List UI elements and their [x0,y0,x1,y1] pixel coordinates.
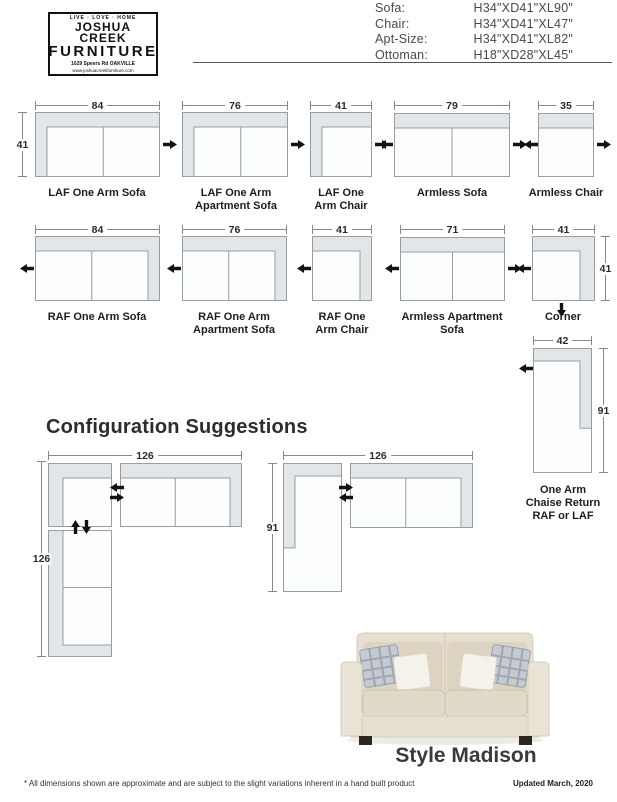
dimension [312,225,372,234]
dimension [35,101,160,110]
piece-armless-apartment-sofa [400,237,505,301]
arrow-left-icon [524,140,538,149]
piece-label-line: Armless Apartment [401,311,503,323]
arrow-up-icon [71,520,80,534]
spec-label: Apt-Size: [375,32,428,46]
dimension [283,451,473,460]
dimension [35,225,160,234]
dimension [538,101,594,110]
piece-label-line: RAF One Arm Sofa [47,311,147,323]
piece-label-line: RAF or LAF [532,510,594,522]
dimension-value: 126 [365,451,391,461]
configuration-heading: Configuration Suggestions [46,416,308,438]
dimension [533,336,592,345]
piece-config1-corner [48,463,112,527]
piece-label-line: Armless Sofa [416,187,488,199]
spec-label: Chair: [375,16,410,31]
dimension-value: 41 [16,138,29,151]
dimension-value: 84 [88,225,108,235]
dimension-value: 126 [32,553,51,565]
piece-label-line: Arm Chair [315,324,369,336]
spec-label: Ottoman: [375,47,429,62]
dimension-value: 91 [597,404,610,417]
spec-value: H18"XD28"XL45" [473,47,573,62]
piece-raf-one-arm-sofa [35,236,160,301]
dimension [18,112,27,177]
logo-name-line1: JOSHUA CREEK [74,20,131,45]
arrow-left-icon [20,264,34,273]
logo-address: 1029 Speers Rd OAKVILLE [71,61,135,67]
piece-armless-chair [538,113,594,177]
piece-label [468,484,617,523]
arrow-left-icon [519,364,533,373]
piece-laf-one-arm-apartment-sofa [182,112,288,177]
piece-label-line: RAF One Arm [198,311,270,323]
arrow-right-icon [163,140,177,149]
spec-value: H34"XD41"XL90" [473,1,573,15]
arrow-left-icon [110,483,124,492]
piece-config1-vertical-sofa [48,530,112,657]
style-title: Style Madison [395,744,537,767]
piece-laf-one-arm-sofa [35,112,160,177]
arrow-right-icon [110,493,124,502]
sofa-photo [323,620,567,748]
spec-label: Sofa: [375,1,406,15]
piece-armless-sofa [394,113,510,177]
dimension-value: 126 [132,451,158,461]
piece-config2-chaise [283,463,342,592]
dimension [310,101,372,110]
arrow-left-icon [297,264,311,273]
dimension-value: 41 [331,101,351,111]
spec-value: H34"XD41"XL82" [473,32,573,46]
piece-raf-one-arm-chair [312,236,372,301]
piece-label-line: One Arm [539,484,587,496]
piece-label [471,187,617,200]
dimension-value: 84 [88,101,108,111]
dimension [400,225,505,234]
piece-label-line: LAF One Arm Sofa [48,187,146,199]
dimension [182,225,287,234]
piece-label [468,311,617,324]
arrow-left-icon [379,140,393,149]
logo-tagline: LIVE · LOVE · HOME [69,15,137,21]
piece-label-line: Chaise Return [525,497,601,509]
piece-label-line: Armless Chair [528,187,604,199]
piece-label-line: LAF One [318,187,364,199]
dimension [268,463,277,592]
piece-label-line: RAF One [318,311,366,323]
dimension-value: 41 [554,225,574,235]
piece-one-arm-chaise-return [533,348,592,473]
dimension [48,451,242,460]
arrow-left-icon [167,264,181,273]
arrow-right-icon [597,140,611,149]
dimension-value: 35 [556,101,576,111]
piece-raf-one-arm-apartment-sofa [182,236,287,301]
dimension [394,101,510,110]
piece-config1-raf-sofa [120,463,242,527]
dimension [599,348,608,473]
piece-label-line: Corner [544,311,582,323]
piece-label-line: LAF One Arm [200,187,272,199]
piece-label-line: Arm Chair [314,200,368,212]
dimension-value: 41 [599,262,612,275]
footnote: * All dimensions shown are approximate and are subject to the slight variations inherent in a hand built product [24,779,415,788]
arrow-left-icon [517,264,531,273]
piece-corner [532,236,595,301]
piece-config2-raf-sofa [350,463,473,528]
arrow-left-icon [339,493,353,502]
dimension [532,225,595,234]
piece-laf-one-arm-chair [310,112,372,177]
dimension-value: 79 [442,101,462,111]
dimension-value: 71 [443,225,463,235]
logo-name-line2: FURNITURE [48,43,158,60]
piece-label-line: Apartment Sofa [193,324,275,336]
dimension [182,101,288,110]
dimension-value: 91 [266,521,279,534]
arrow-right-icon [339,483,353,492]
logo-website: www.joshuacreekfurniture.com [72,68,134,73]
dimension-value: 76 [225,101,245,111]
dimension [601,236,610,301]
dimension-value: 41 [332,225,352,235]
arrow-right-icon [291,140,305,149]
dimension-value: 76 [225,225,245,235]
dimension-value: 42 [553,336,573,346]
arrow-left-icon [385,264,399,273]
piece-label-line: Sofa [440,324,464,336]
spec-value: H34"XD41"XL47" [473,16,573,31]
arrow-down-icon [82,520,91,534]
piece-label-line: Apartment Sofa [195,200,277,212]
dimension [32,461,51,657]
updated-date: Updated March, 2020 [512,779,593,788]
